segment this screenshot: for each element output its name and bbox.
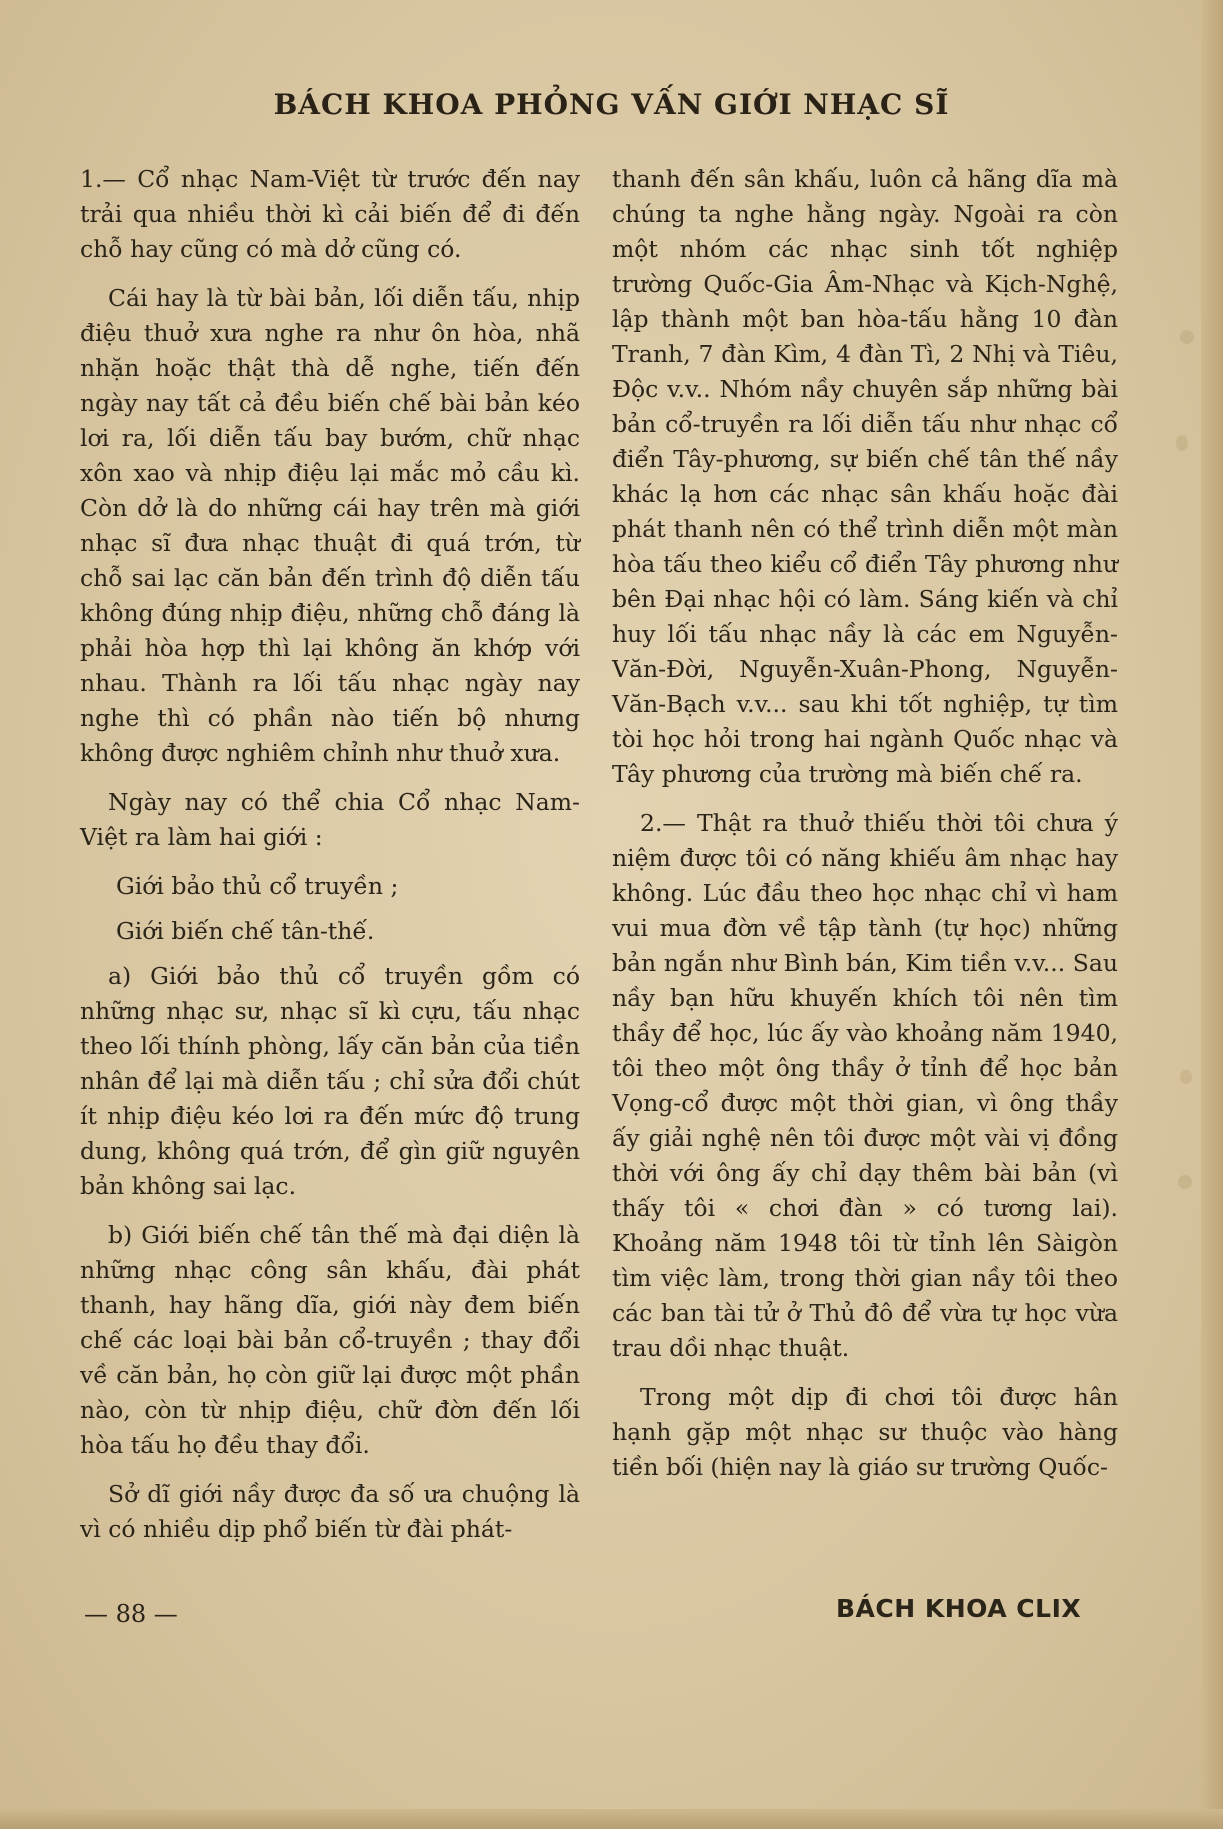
paragraph: Sở dĩ giới nầy được đa số ưa chuộng là vì có nhiều dịp phổ biến từ đài phát-: [80, 1480, 580, 1543]
right-column: [612, 162, 1118, 1499]
page-edge-right: [1201, 0, 1223, 1829]
paragraph: thanh đến sân khấu, luôn cả hãng dĩa mà chúng ta nghe hằng ngày. Ngoài ra còn một nhóm các nhạc sinh tốt nghiệp trường Quốc-Gia Âm-Nhạc và Kịch-Nghệ, lập thành một ban hòa-tấu hằng 10 đàn Tranh, 7 đàn Kìm, 4 đàn Tì, 2 Nhị và Tiêu, Độc v.v.. Nhóm nầy chuyên sắp những bài bản cổ-truyền ra lối diễn tấu như nhạc cổ điển Tây-phương, sự biến chế tân thế nầy khác lạ hơn các nhạc sân khấu hoặc đài phát thanh nên có thể trình diễn một màn hòa tấu theo kiểu cổ điển Tây phương như bên Đại nhạc hội có làm. Sáng kiến và chỉ huy lối tấu nhạc nầy là các em Nguyễn-Văn-Đời, Nguyễn-Xuân-Phong, Nguyễn-Văn-Bạch v.v... sau khi tốt nghiệp, tự tìm tòi học hỏi trong hai ngành Quốc nhạc và Tây phương của trường mà biến chế ra.: [612, 165, 1118, 788]
page-edge-bottom: [0, 1809, 1223, 1829]
left-column: [80, 162, 580, 1561]
paper-stain: [1180, 1070, 1192, 1084]
paragraph: Ngày nay có thể chia Cổ nhạc Nam-Việt ra làm hai giới :: [80, 788, 580, 851]
paragraph: 1.— Cổ nhạc Nam-Việt từ trước đến nay trải qua nhiều thời kì cải biến để đi đến chỗ hay cũng có mà dở cũng có.: [80, 165, 580, 263]
list-item: Giới biến chế tân-thế.: [116, 917, 375, 945]
paragraph: b) Giới biến chế tân thế mà đại diện là những nhạc công sân khấu, đài phát thanh, hay hãng dĩa, giới này đem biến chế các loại bài bản cổ-truyền ; thay đổi về căn bản, họ còn giữ lại được một phần nào, còn từ nhịp điệu, chữ đờn đến lối hòa tấu họ đều thay đổi.: [80, 1221, 580, 1459]
paragraph: 2.— Thật ra thuở thiếu thời tôi chưa ý niệm được tôi có năng khiếu âm nhạc hay không. Lúc đầu theo học nhạc chỉ vì ham vui mua đờn về tập tành (tự học) những bản ngắn như Bình bán, Kim tiền v.v... Sau nầy bạn hữu khuyến khích tôi nên tìm thầy để học, lúc ấy vào khoảng năm 1940, tôi theo một ông thầy ở tỉnh để học bản Vọng-cổ được một thời gian, vì ông thầy ấy giải nghệ nên tôi được một vài vị đồng thời với ông ấy chỉ dạy thêm bài bản (vì thấy tôi « chơi đàn » có tương lai). Khoảng năm 1948 tôi từ tỉnh lên Sàigòn tìm việc làm, trong thời gian nầy tôi theo các ban tài tử ở Thủ đô để vừa tự học vừa trau dồi nhạc thuật.: [612, 809, 1118, 1362]
paper-stain: [1176, 435, 1188, 451]
paragraph: a) Giới bảo thủ cổ truyền gồm có những nhạc sư, nhạc sĩ kì cựu, tấu nhạc theo lối thính phòng, lấy căn bản của tiền nhân để lại mà diễn tấu ; chỉ sửa đổi chút ít nhịp điệu kéo lơi ra đến mức độ trung dung, không quá trớn, để gìn giữ nguyên bản không sai lạc.: [80, 962, 580, 1200]
running-head-title: BÁCH KHOA PHỎNG VẤN GIỚI NHẠC SĨ: [273, 88, 950, 121]
paragraph: Trong một dịp đi chơi tôi được hân hạnh gặp một nhạc sư thuộc vào hàng tiền bối (hiện nay là giáo sư trường Quốc-: [612, 1383, 1118, 1481]
paper-stain: [1180, 330, 1194, 344]
page-number: — 88 —: [84, 1600, 178, 1628]
paragraph: Cái hay là từ bài bản, lối diễn tấu, nhịp điệu thuở xưa nghe ra như ôn hòa, nhã nhặn hoặc thật thà dễ nghe, tiến đến ngày nay tất cả đều biến chế bài bản kéo lơi ra, lối diễn tấu bay bướm, chữ nhạc xôn xao và nhịp điệu lại mắc mỏ cầu kì. Còn dở là do những cái hay trên mà giới nhạc sĩ đưa nhạc thuật đi quá trớn, từ chỗ sai lạc căn bản đến trình độ diễn tấu không đúng nhịp điệu, những chỗ đáng là phải hòa hợp thì lại không ăn khớp với nhau. Thành ra lối tấu nhạc ngày nay nghe thì có phần nào tiến bộ nhưng không được nghiêm chỉnh như thuở xưa.: [80, 284, 580, 767]
paper-stain: [1178, 1175, 1192, 1189]
publication-footer: BÁCH KHOA CLIX: [836, 1594, 1082, 1623]
list-item: Giới bảo thủ cổ truyền ;: [116, 872, 399, 900]
